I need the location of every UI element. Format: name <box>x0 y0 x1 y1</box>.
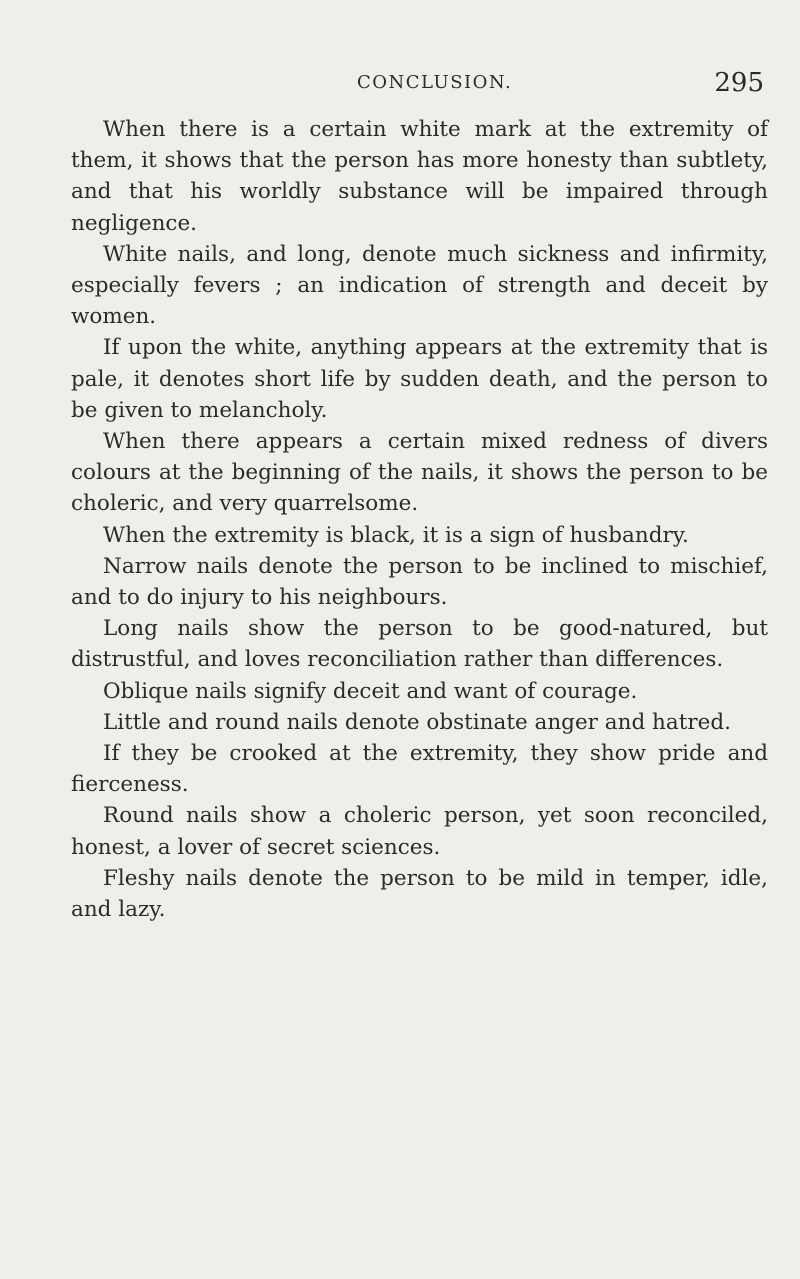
paragraph: When the extremity is black, it is a sign of husbandry. <box>103 522 689 548</box>
body-text <box>71 114 768 925</box>
paragraph: Oblique nails signify deceit and want of courage. <box>103 678 638 704</box>
paragraph: When there appears a certain mixed redness of divers colours at the beginning of the nails, it shows the person to be choleric, and very quarrelsome. <box>71 429 768 517</box>
paragraph: If they be crooked at the extremity, they show pride and fierceness. <box>71 741 768 798</box>
paragraph: Fleshy nails denote the person to be mild in temper, idle, and lazy. <box>71 865 768 923</box>
paragraph: Little and round nails denote obstinate anger and hatred. <box>103 709 731 735</box>
paragraph: Long nails show the person to be good-natured, but distrustful, and loves reconciliation rather than differences. <box>71 616 768 673</box>
paragraph: White nails, and long, denote much sickness and infirmity, especially fevers ; an indication of strength and deceit by women. <box>71 241 768 330</box>
paragraph: If upon the white, anything appears at the extremity that is pale, it denotes short life by sudden death, and the person to be given to melancholy. <box>71 335 768 423</box>
running-head <box>0 68 800 102</box>
page-number: 295 <box>714 68 764 98</box>
paragraph: Round nails show a choleric person, yet soon reconciled, honest, a lover of secret sciences. <box>71 803 768 860</box>
paragraph: When there is a certain white mark at the extremity of them, it shows that the person has more honesty than subtlety, and that his worldly substance will be impaired through negligence. <box>71 117 768 236</box>
running-title: CONCLUSION. <box>357 72 513 93</box>
paragraph: Narrow nails denote the person to be inclined to mischief, and to do injury to his neighbours. <box>71 553 768 611</box>
